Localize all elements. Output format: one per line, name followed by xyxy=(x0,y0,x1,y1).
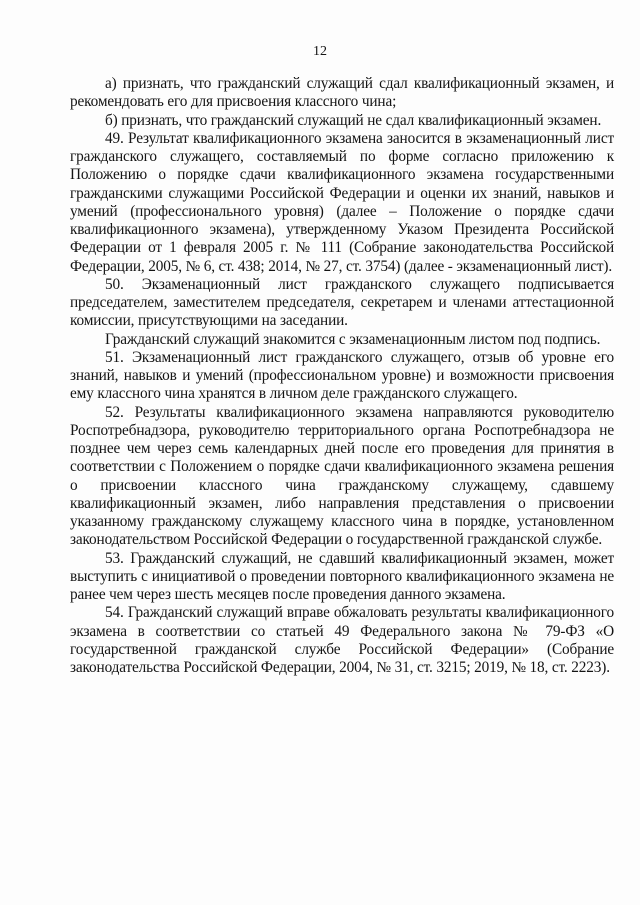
paragraph-50: 50. Экзаменационный лист гражданского служащего подписывается председателем, заместителем председателя, секретарем и членами аттестационной комиссии, присутствующими на заседании. xyxy=(70,275,614,330)
document-body xyxy=(70,75,614,677)
paragraph-52: 52. Результаты квалификационного экзамена направляются руководителю Роспотребнадзора, руководителю территориального органа Роспотребнадзора не позднее чем через семь календарных дней после его проведения для принятия в соответствии с Положением о порядке сдачи квалификационного экзамена решения о присвоении классного чина гражданскому служащему, сдавшему квалификационный экзамен, либо направления представления о присвоении указанному гражданскому служащему классного чина в порядке, установленном законодательством Российской Федерации о государственной гражданской службе. xyxy=(70,403,614,549)
paragraph-54: 54. Гражданский служащий вправе обжаловать результаты квалификационного экзамена в соответствии со статьей 49 Федерального закона № 79-ФЗ «О государственной гражданской службе Российской Федерации» (Собрание законодательства Российской Федерации, 2004, № 31, ст. 3215; 2019, № 18, ст. 2223). xyxy=(70,604,614,676)
paragraph-item-b: б) признать, что гражданский служащий не сдал квалификационный экзамен. xyxy=(105,111,602,129)
paragraph-51: 51. Экзаменационный лист гражданского служащего, отзыв об уровне его знаний, навыков и умений (профессиональном уровне) и возможности присвоения ему классного чина хранятся в личном деле гражданского служащего. xyxy=(70,348,614,403)
paragraph-50-signature: Гражданский служащий знакомится с экзаменационным листом под подпись. xyxy=(105,330,601,348)
paragraph-53: 53. Гражданский служащий, не сдавший квалификационный экзамен, может выступить с инициативой о проведении повторного квалификационного экзамена не ранее чем через шесть месяцев после проведения данного экзамена. xyxy=(70,549,614,603)
paragraph-item-a: а) признать, что гражданский служащий сдал квалификационный экзамен, и рекомендовать его для присвоения классного чина; xyxy=(70,75,614,111)
paragraph-49: 49. Результат квалификационного экзамена заносится в экзаменационный лист гражданского служащего, составляемый по форме согласно приложению к Положению о порядке сдачи квалификационного экзамена государственными гражданскими служащими Российской Федерации и оценки их знаний, навыков и умений (профессионального уровня) (далее – Положение о порядке сдачи квалификационного экзамена), утвержденному Указом Президента Российской Федерации от 1 февраля 2005 г. № 111 (Собрание законодательства Российской Федерации, 2005, № 6, ст. 438; 2014, № 27, ст. 3754) (далее - экзаменационный лист). xyxy=(70,129,614,275)
page-number: 12 xyxy=(313,44,327,59)
